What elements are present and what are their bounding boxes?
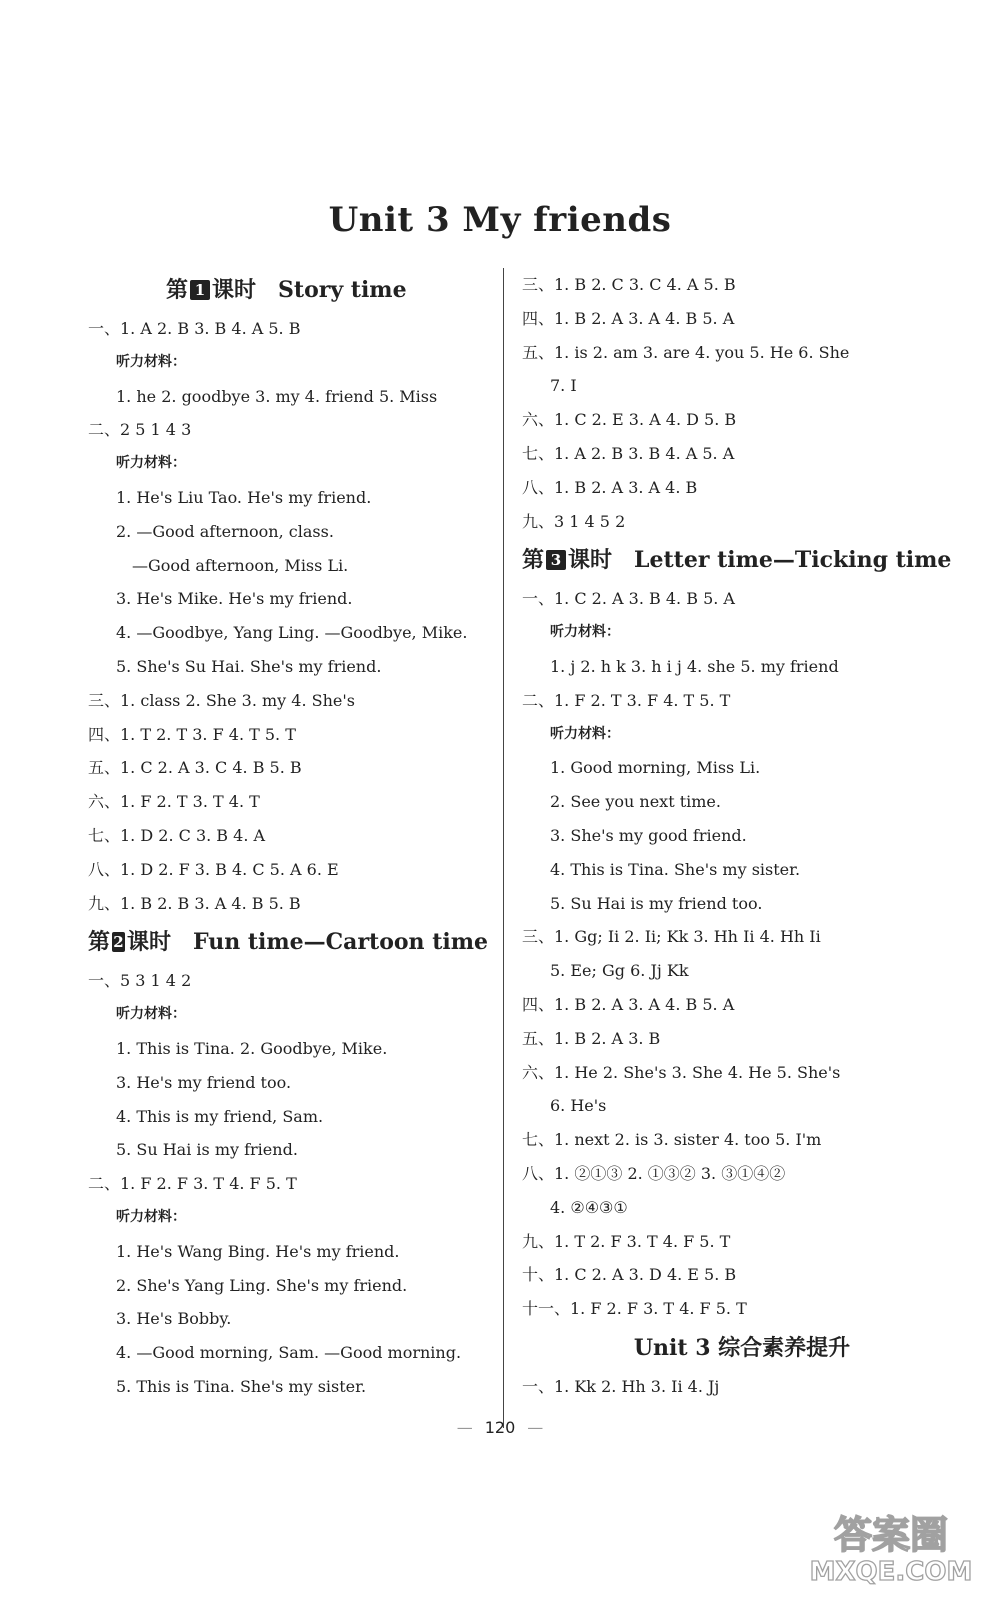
listening-material-label: 听力材料： (116, 353, 186, 370)
answer-line: 十一、1. F 2. F 3. T 4. F 5. T (522, 1299, 747, 1319)
answer-line: 五、1. C 2. A 3. C 4. B 5. B (88, 758, 302, 778)
answer-line: 六、1. C 2. E 3. A 4. D 5. B (522, 410, 737, 430)
right-column (522, 268, 962, 1404)
column-divider (503, 268, 504, 1428)
heading-title: Letter time—Ticking time (634, 547, 952, 574)
page-number-text: 120 (484, 1418, 516, 1437)
answer-line: 八、1. ②①③ 2. ①③② 3. ③①④② (522, 1163, 786, 1183)
listening-material-label: 听力材料： (116, 1006, 186, 1023)
answer-line: 七、1. D 2. C 3. B 4. A (88, 825, 266, 845)
answer-line: 一、1. Kk 2. Hh 3. Ii 4. Jj (522, 1376, 720, 1396)
left-column (88, 268, 488, 1404)
answer-line: 5. Su Hai is my friend. (116, 1140, 298, 1160)
answer-line: 四、1. B 2. A 3. A 4. B 5. A (522, 994, 735, 1014)
page-title: Unit 3 My friends (328, 200, 672, 240)
answer-line: 七、1. A 2. B 3. B 4. A 5. A (522, 443, 735, 463)
answer-line: 二、1. F 2. T 3. F 4. T 5. T (522, 690, 731, 710)
watermark-logo (806, 1504, 976, 1586)
answer-line: 九、1. T 2. F 3. T 4. F 5. T (522, 1231, 731, 1251)
answer-line: 六、1. He 2. She's 3. She 4. He 5. She's (522, 1062, 841, 1082)
answer-line: 六、1. F 2. T 3. T 4. T (88, 792, 260, 812)
answer-line: 2. See you next time. (550, 792, 721, 812)
section-heading (88, 268, 488, 312)
heading-title: Unit 3 综合素养提升 (633, 1334, 851, 1361)
answer-line: 3. He's Mike. He's my friend. (116, 589, 353, 609)
answer-line: 1. Good morning, Miss Li. (550, 758, 761, 778)
listening-material-label: 听力材料： (116, 1208, 186, 1225)
listening-material-label: 听力材料： (550, 725, 620, 742)
answer-line: 十、1. C 2. A 3. D 4. E 5. B (522, 1265, 737, 1285)
answer-line: 三、1. B 2. C 3. C 4. A 5. B (522, 275, 736, 294)
heading-prefix: 第 (88, 929, 111, 956)
section-heading (522, 1326, 962, 1370)
answer-line: 一、1. A 2. B 3. B 4. A 5. B (88, 319, 301, 338)
answer-line: 6. He's (550, 1096, 607, 1116)
answer-line: 5. She's Su Hai. She's my friend. (116, 656, 382, 676)
answer-line: 四、1. B 2. A 3. A 4. B 5. A (522, 308, 735, 328)
answer-line: 七、1. next 2. is 3. sister 4. too 5. I'm (522, 1130, 822, 1150)
section-heading (522, 538, 962, 582)
heading-suffix: 课时 (212, 277, 257, 303)
answer-line: 2. —Good afternoon, class. (116, 521, 334, 541)
answer-line: 二、2 5 1 4 3 (88, 420, 192, 440)
answer-line: 八、1. D 2. F 3. B 4. C 5. A 6. E (88, 859, 339, 879)
heading-suffix: 课时 (126, 929, 171, 956)
answer-line: 四、1. T 2. T 3. F 4. T 5. T (88, 724, 296, 744)
answer-line: 1. he 2. goodbye 3. my 4. friend 5. Miss (116, 386, 438, 406)
answer-line: 1. He's Liu Tao. He's my friend. (116, 487, 372, 507)
answer-line: 5. This is Tina. She's my sister. (116, 1376, 367, 1396)
answer-line: 4. This is Tina. She's my sister. (550, 859, 801, 879)
page-number: — 120 — (456, 1418, 544, 1437)
answer-line: 三、1. Gg; Ii 2. Ii; Kk 3. Hh Ii 4. Hh Ii (522, 927, 821, 947)
answer-line: 1. j 2. h k 3. h i j 4. she 5. my friend (550, 656, 839, 676)
watermark-line2: MXQE.COM (809, 1557, 973, 1586)
heading-title: Story time (278, 277, 407, 303)
answer-line: 2. She's Yang Ling. She's my friend. (116, 1275, 408, 1295)
answer-line: 二、1. F 2. F 3. T 4. F 5. T (88, 1174, 297, 1194)
answer-line: 八、1. B 2. A 3. A 4. B (522, 477, 698, 497)
section-heading (88, 920, 488, 964)
answer-line: 一、1. C 2. A 3. B 4. B 5. A (522, 589, 735, 609)
lesson-number-badge: 2 (113, 933, 124, 952)
answer-line: 5. Ee; Gg 6. Jj Kk (550, 961, 689, 981)
listening-material-label: 听力材料： (116, 455, 186, 472)
answer-line: 3. He's Bobby. (116, 1309, 232, 1329)
answer-line: 5. Su Hai is my friend too. (550, 893, 763, 913)
lesson-number-badge: 3 (546, 550, 566, 570)
answer-line: 一、5 3 1 4 2 (88, 971, 192, 991)
heading-title: Fun time—Cartoon time (193, 929, 488, 956)
answer-line: 4. —Goodbye, Yang Ling. —Goodbye, Mike. (116, 623, 468, 643)
heading-suffix: 课时 (568, 547, 613, 574)
answer-line: 3. She's my good friend. (550, 825, 747, 845)
heading-prefix: 第 (166, 277, 189, 303)
watermark-line1: 答案圈 (833, 1513, 949, 1557)
answer-line: 4. ②④③① (550, 1197, 628, 1217)
answer-line: 九、1. B 2. B 3. A 4. B 5. B (88, 893, 301, 913)
answer-line: 4. This is my friend, Sam. (116, 1106, 324, 1126)
answer-line: 九、3 1 4 5 2 (522, 511, 626, 531)
answer-line: 五、1. is 2. am 3. are 4. you 5. He 6. She (522, 342, 850, 362)
answer-line: 三、1. class 2. She 3. my 4. She's (88, 690, 355, 710)
answer-line: —Good afternoon, Miss Li. (132, 555, 349, 575)
answer-line: 3. He's my friend too. (116, 1072, 292, 1092)
answer-line: 1. He's Wang Bing. He's my friend. (116, 1241, 400, 1261)
answer-line: 1. This is Tina. 2. Goodbye, Mike. (116, 1038, 388, 1058)
heading-prefix: 第 (522, 547, 545, 574)
answer-line: 7. I (550, 376, 577, 396)
lesson-number-badge: 1 (190, 280, 210, 300)
answer-line: 五、1. B 2. A 3. B (522, 1028, 661, 1048)
listening-material-label: 听力材料： (550, 624, 620, 641)
answer-line: 4. —Good morning, Sam. —Good morning. (116, 1343, 462, 1363)
